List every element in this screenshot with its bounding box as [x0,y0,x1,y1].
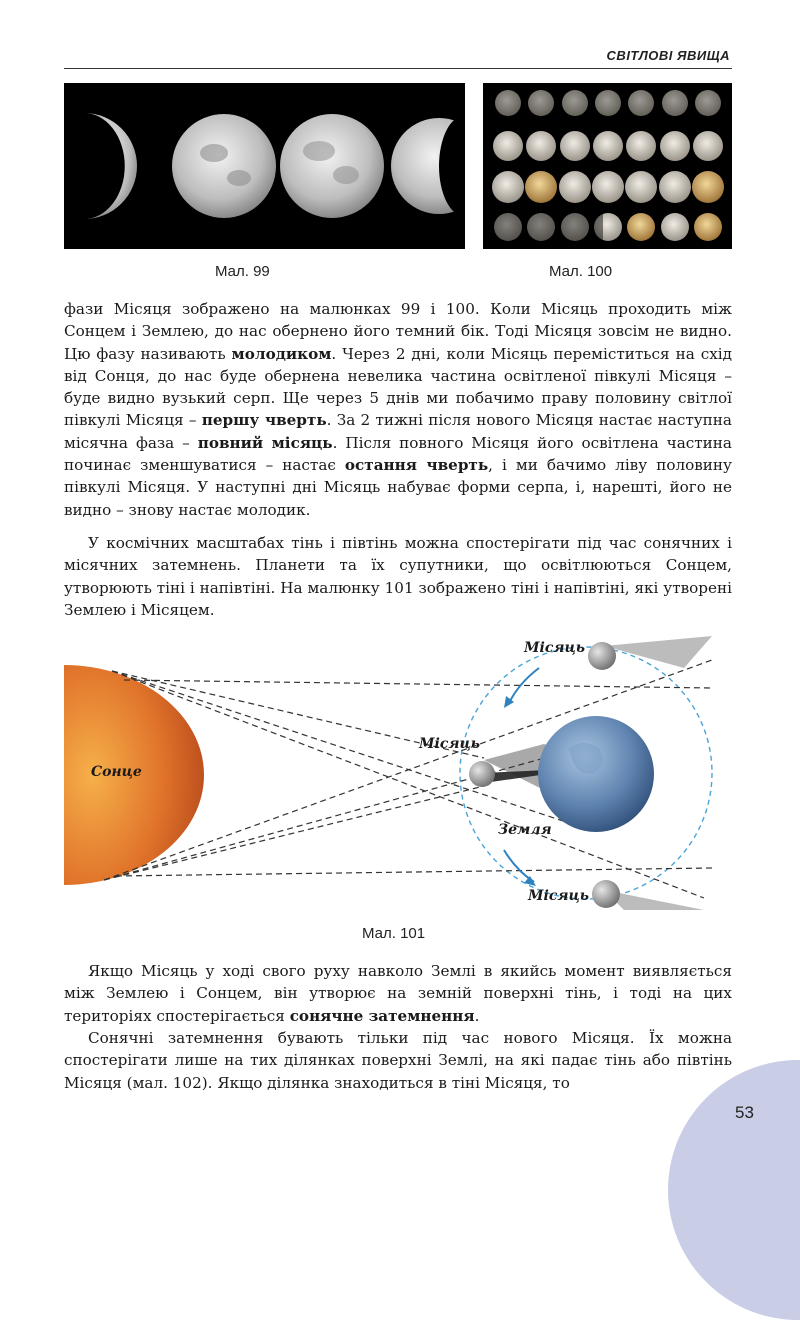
term-last-quarter: остання чверть [344,456,489,475]
figure-101-caption: Мал. 101 [362,925,426,942]
figure-100-moon-grid-photo [483,83,732,249]
paragraph-eclipse-visibility [64,1027,732,1094]
paragraph-moon-phases [64,298,732,521]
figure-100-caption: Мал. 100 [549,263,613,280]
moon-top-label: Місяць [524,640,585,656]
page-number: 53 [735,1103,754,1122]
earth-label: Земля [498,822,552,838]
page-corner-decoration [668,1060,800,1320]
text-run: , і ми бачимо ліву половину півкулі Місяця. У наступні дні Місяць набуває форми серпа, і, нарешті, його не видно – знову настає молодик. [64,456,732,519]
crescent-moon [84,113,137,219]
section-title: СВІТЛОВІ ЯВИЩА [606,48,730,63]
term-first-quarter: першу чверть [201,411,327,430]
paragraph-shadows-space [64,532,732,621]
text-run: фази Місяця зображено на малюнках 99 і 100. Коли Місяць проходить між Сонцем і Землею, до нас обернено його темний бік. Тоді Місяця зовсім не видно. Цю фазу називають [64,300,732,363]
moon-middle-label: Місяць [419,736,480,752]
moon-bottom-label: Місяць [528,888,589,904]
moon-bottom [592,880,620,908]
figure-99-caption: Мал. 99 [215,263,270,280]
gibbous-moon [172,114,276,218]
paragraph-text: Сонячні затемнення бувають тільки під час нового Місяця. Їх можна спостерігати лише на тих ділянках поверхні Землі, на які падає тінь або півтінь Місяця (мал. 102). Якщо ділянка знаходиться в тіні Місяця, то [64,1029,732,1092]
eclipse-diagram-svg [64,628,732,920]
text-run: . [474,1006,480,1025]
term-full-moon: повний місяць [197,433,333,452]
paragraph-text: У космічних масштабах тінь і півтінь можна спостерігати під час сонячних і місячних затемнень. Планети та їх супутники, що освітлюються Сонцем, утворюють тіні і напівтіні. На малюнку 101 зображено тіні і напівтіні, які утворені Землею і Місяцем. [64,534,732,619]
moon-grid-image [483,83,732,249]
text-run: . Через 2 дні, коли Місяць переміститься на схід від Сонця, до нас буде обернена невелика частина освітленої півкулі Місяця – буде видно вузький серп. Ще через 5 днів ми побачимо праву половину світлої півкулі Місяця – [64,344,732,430]
top-moon-shadow [604,636,712,668]
figure-99-moon-phases-photo [64,83,465,249]
moon-phases-image [64,83,465,249]
moon-middle [469,761,495,787]
sun-label: Сонце [91,764,142,780]
text-run: . Після повного Місяця його освітлена частина починає зменшуватися – настає [64,433,732,475]
full-moon [280,114,384,218]
earth-globe [538,716,654,832]
text-run: Якщо Місяць у ході свого руху навколо Землі в якийсь момент виявляється між Землею і Сонцем, він утворює на земній поверхні тінь, і тоді на цих територіях спостерігається [64,962,732,1025]
figure-101-eclipse-diagram [64,628,732,920]
term-new-moon: молодиком [231,344,332,363]
running-header [64,46,732,69]
term-solar-eclipse: сонячне затемнення [289,1006,475,1025]
paragraph-solar-eclipse [64,960,732,1027]
moon-top [588,642,616,670]
text-run: . За 2 тижні після нового Місяця настає наступна місячна фаза – [64,411,732,452]
